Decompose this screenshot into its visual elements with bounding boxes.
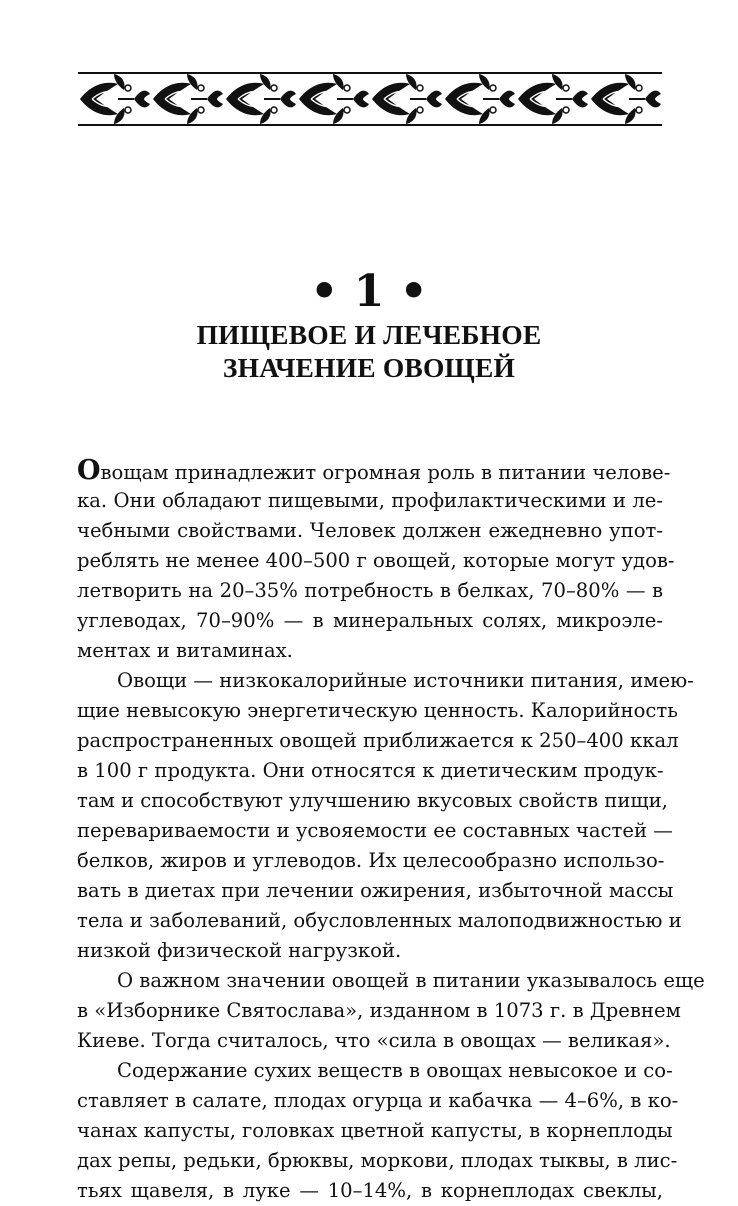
decorative-ornament-border [78,68,662,130]
text-line: ка. Они обладают пищевыми, профилактическими и ле- [77,489,663,512]
chapter-title [0,318,738,384]
text-line: белков, жиров и углеводов. Их целесообразно использо- [77,849,665,872]
text-line: щие невысокую энергетическую ценность. Калорийность [77,699,678,722]
text-line: О важном значении овощей в питании указывалось еще [117,969,705,992]
text-line: дах репы, редьки, брюквы, моркови, плодах тыквы, в лис- [77,1149,678,1172]
text-line: Овощи — низкокалорийные источники питания, имею- [117,669,694,692]
text-line: распространенных овощей приближается к 250–400 ккал [77,729,679,752]
text-line: там и способствуют улучшению вкусовых свойств пищи, [77,789,668,812]
text-line: в 100 г продукта. Они относятся к диетическим продук- [77,759,664,782]
text-line: тела и заболеваний, обусловленных малоподвижностью и [77,909,682,932]
text-line: реблять не менее 400–500 г овощей, которые могут удов- [77,549,675,572]
text-line: Содержание сухих веществ в овощах невысокое и со- [117,1059,673,1082]
text-line: вать в диетах при лечении ожирения, избыточной массы [77,879,674,902]
text-line [77,455,671,486]
text-line: в «Изборнике Святослава», изданном в 1073 г. в Древнем [77,999,681,1022]
text-line: Киеве. Тогда считалось, что «сила в овощах — великая». [77,1029,671,1052]
drop-cap: О [77,455,101,486]
text-line: низкой физической нагрузкой. [77,939,402,962]
text-line: тьях щавеля, в луке — 10–14%, в корнеплодах свеклы, [77,1179,663,1202]
text-line-content: вощам принадлежит огромная роль в питании челове- [100,461,671,484]
text-line: чебными свойствами. Человек должен ежедневно упот- [77,519,663,542]
text-line: углеводах, 70–90% — в минеральных солях, микроэле- [77,609,663,632]
body-text [77,455,705,1206]
text-line: ставляет в салате, плодах огурца и кабачка — 4–6%, в ко- [77,1089,679,1112]
chapter-title-line: ПИЩЕВОЕ И ЛЕЧЕБНОЕ [196,319,542,350]
text-line: чанах капусты, головках цветной капусты, в корнеплоды [77,1119,673,1142]
chapter-number: • 1 • [310,266,428,317]
text-line: летворить на 20–35% потребность в белках, 70–80% — в [77,579,663,602]
chapter-title-line: ЗНАЧЕНИЕ ОВОЩЕЙ [222,352,516,383]
text-line: ментах и витаминах. [77,639,293,662]
text-line: перевариваемости и усвояемости ее составных частей — [77,819,673,842]
